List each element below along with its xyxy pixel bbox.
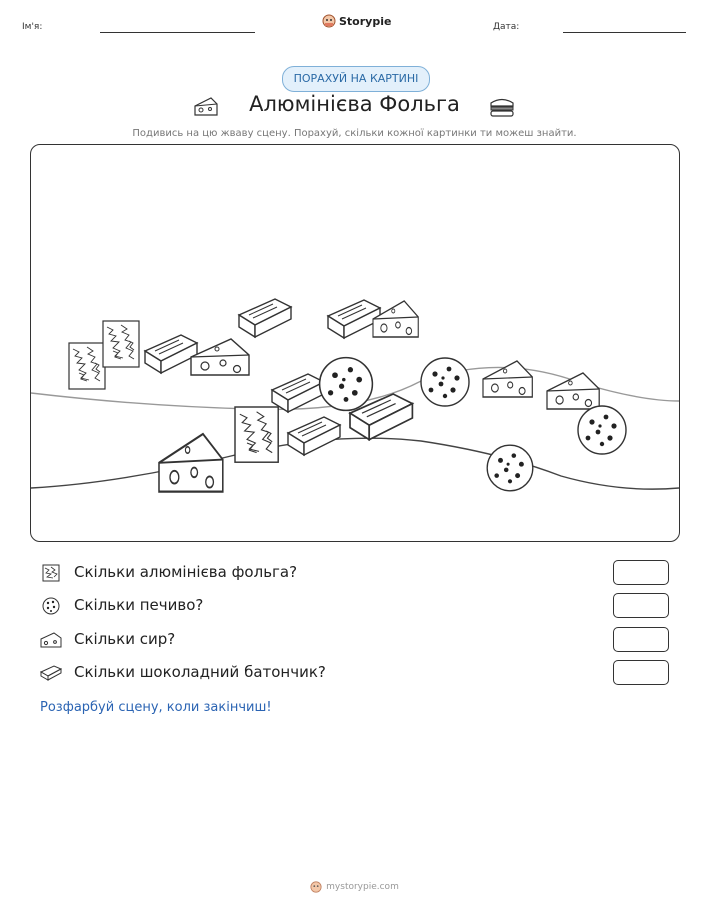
- question-text: Скільки алюмінієва фольга?: [74, 563, 298, 581]
- question-row: [40, 660, 670, 686]
- sandwich-icon: [488, 95, 516, 123]
- date-field[interactable]: [563, 32, 686, 33]
- page-title: Алюмінієва Фольга: [249, 92, 460, 116]
- storypie-mascot-icon: [310, 881, 322, 893]
- question-row: [40, 593, 670, 619]
- answer-box-cookie[interactable]: [613, 593, 669, 618]
- site-footer: [0, 881, 709, 893]
- answer-box-chocolate-bar[interactable]: [613, 660, 669, 685]
- cheese-icon: [40, 631, 62, 649]
- activity-badge: ПОРАХУЙ НА КАРТИНІ: [282, 66, 430, 92]
- counting-scene: [30, 144, 680, 542]
- site-url[interactable]: mystorypie.com: [326, 882, 399, 892]
- chocolate-bar-icon: [40, 664, 62, 682]
- name-label: Ім'я:: [22, 22, 43, 32]
- name-field[interactable]: [100, 32, 255, 33]
- aluminum-foil-icon: [40, 564, 62, 582]
- brand-name: Storypie: [339, 14, 392, 28]
- storypie-mascot-icon: [322, 14, 336, 28]
- date-label: Дата:: [493, 22, 520, 32]
- cookie-icon: [40, 597, 62, 615]
- brand-logo: [322, 14, 391, 28]
- answer-box-cheese[interactable]: [613, 627, 669, 652]
- scene-illustration: [31, 145, 679, 541]
- question-row: [40, 560, 670, 586]
- question-row: [40, 627, 670, 653]
- question-text: Скільки сир?: [74, 630, 176, 648]
- question-text: Скільки шоколадний батончик?: [74, 663, 326, 681]
- question-text: Скільки печиво?: [74, 596, 204, 614]
- coloring-note: Розфарбуй сцену, коли закінчиш!: [40, 700, 272, 715]
- answer-box-foil[interactable]: [613, 560, 669, 585]
- instructions: Подивись на цю жваву сцену. Порахуй, скільки кожної картинки ти можеш знайти.: [132, 128, 577, 139]
